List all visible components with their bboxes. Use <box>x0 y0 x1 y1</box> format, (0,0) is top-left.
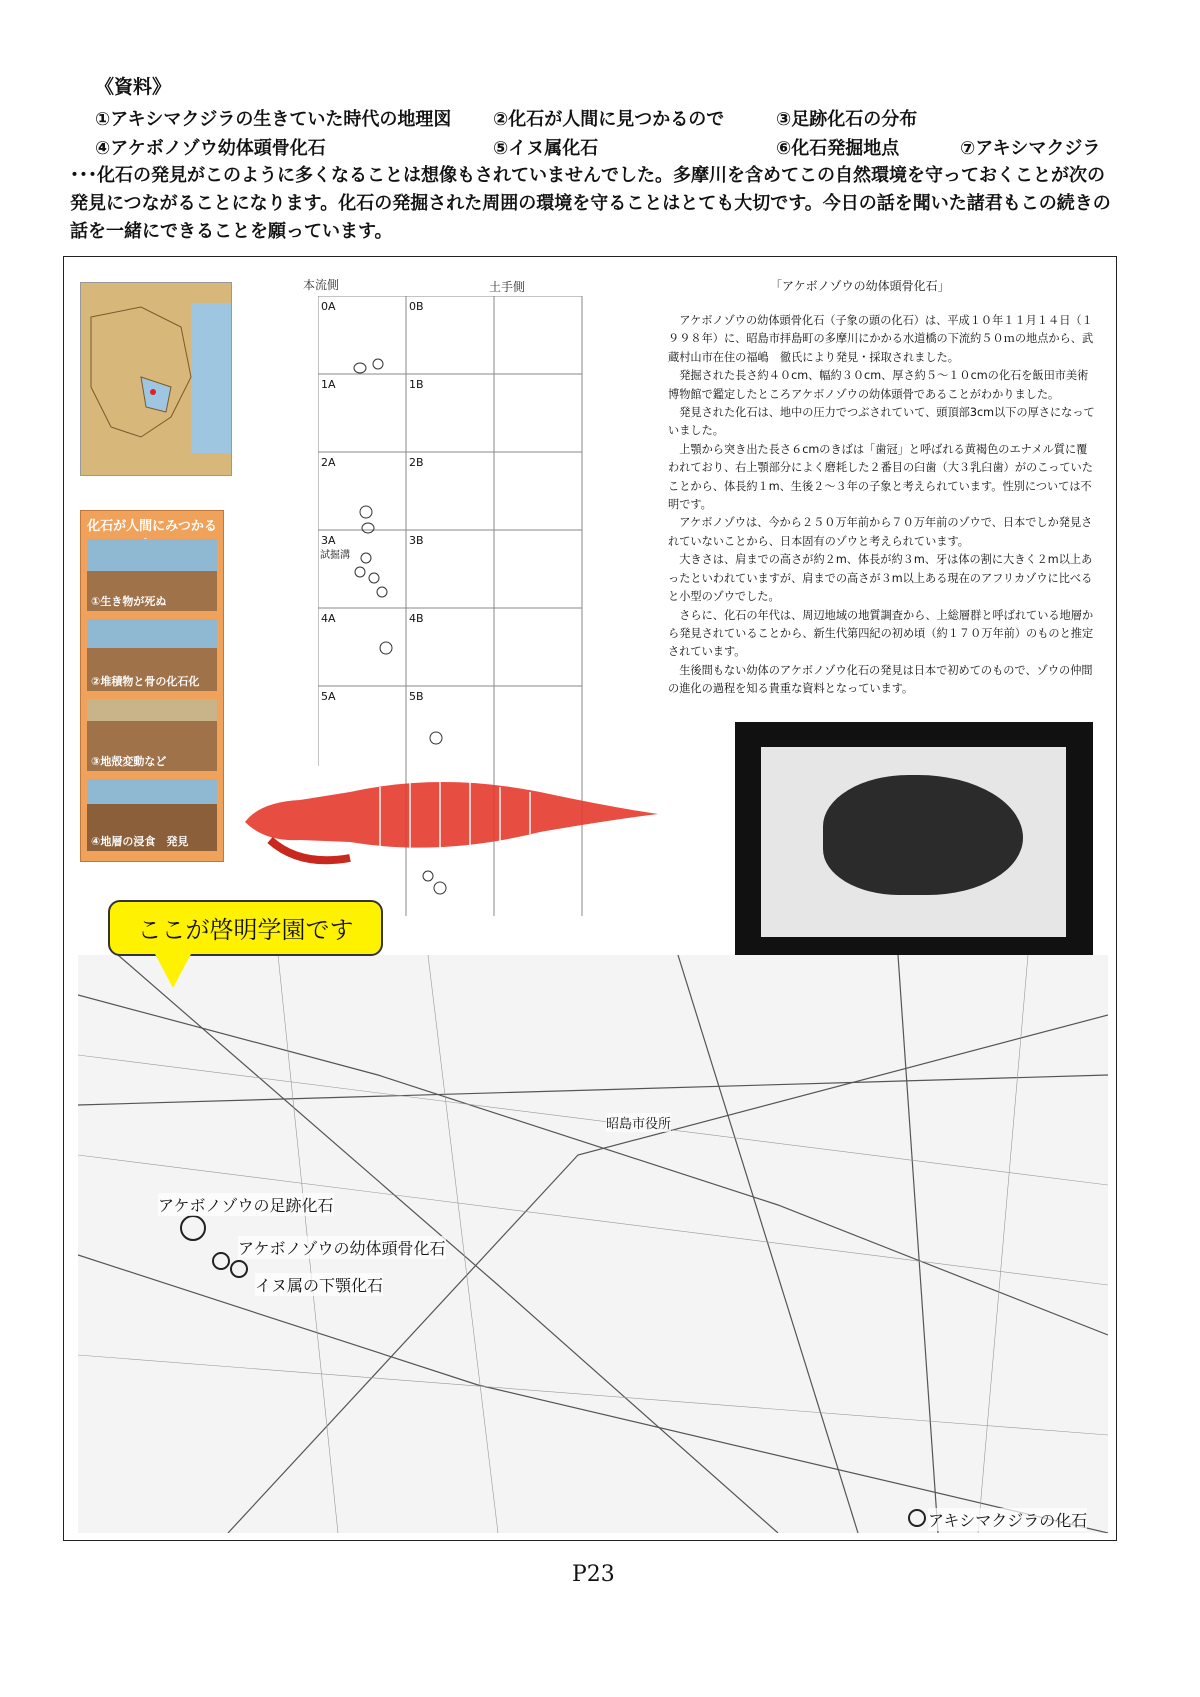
grid-cell-label: 0B <box>409 300 424 313</box>
list-item-7: ⑦アキシマクジラ <box>960 138 1101 159</box>
grid-cell-label: 5A <box>321 690 336 703</box>
street-map <box>78 955 1108 1533</box>
whale-skeleton-icon <box>240 762 660 872</box>
map-label-whale: アキシマクジラの化石 <box>928 1508 1087 1531</box>
grid-left-header: 本流側 <box>303 278 340 292</box>
list-item-1: ①アキシマクジラの生きていた時代の地理図 <box>95 109 452 130</box>
document-paragraph: さらに、化石の年代は、周辺地域の地質調査から、上総層群と呼ばれている地層から発見されていることから、新生代第四紀の初め頃（約１７０万年前）のものと推定されています。 <box>668 608 1094 659</box>
stage-label: ②堆積物と骨の化石化 <box>91 675 200 688</box>
grid-right-header: 土手側 <box>489 280 526 294</box>
grid-cell-label: 3B <box>409 534 424 547</box>
dog-marker-icon <box>230 1260 248 1278</box>
stage-label: ③地殻変動など <box>91 755 167 768</box>
document-body <box>668 312 1098 699</box>
grid-cell-label: 5B <box>409 690 424 703</box>
document-paragraph: 上顎から突き出た長さ６cmのきばは「歯冠」と呼ばれる黄褐色のエナメル質に覆われており、右上顎部分によく磨耗した２番目の臼歯（大３乳臼歯）がのこっていたことから、体長約１m、生後２～３年の子象と考えられています。性別については不明です。 <box>668 442 1093 512</box>
skull-fossil-icon <box>823 775 1023 895</box>
document-paragraph: 生後間もない幼体のアケボノゾウ化石の発見は日本で初めてのもので、ゾウの仲間の進化の過程を知る貴重な資料となっています。 <box>668 663 1093 696</box>
grid-cell-label: 3A <box>321 534 336 547</box>
whale-marker-icon <box>908 1509 926 1527</box>
map-label-skull: アケボノゾウの幼体頭骨化石 <box>238 1236 446 1259</box>
map-label-footprint: アケボノゾウの足跡化石 <box>158 1193 334 1216</box>
stage-label: ①生き物が死ぬ <box>91 595 167 608</box>
list-item-4: ④アケボノゾウ幼体頭骨化石 <box>95 138 326 159</box>
school-callout: ここが啓明学園です <box>108 900 383 956</box>
stage-label: ④地層の浸食 発見 <box>91 835 189 848</box>
page-heading: 《資料》 <box>95 76 172 98</box>
grid-cell-label: 1A <box>321 378 336 391</box>
grid-cell-label: 1B <box>409 378 424 391</box>
callout-tail <box>155 954 191 988</box>
intro-paragraph: ･･･化石の発見がこのように多くなることは想像もされていませんでした。多摩川を含めてこの自然環境を守っておくことが次の発見につながることになります。化石の発掘された周囲の環境を守ることはとても大切です。今日の話を聞いた諸君もこの続きの話を一緒にできることを願っています。 <box>70 165 1111 242</box>
stage-2 <box>87 619 217 691</box>
list-item-3: ③足跡化石の分布 <box>776 109 918 130</box>
paleo-map-image <box>80 282 232 476</box>
skull-fossil-photo <box>735 722 1093 958</box>
stage-1 <box>87 539 217 611</box>
document-title: 「アケボノゾウの幼体頭骨化石」 <box>770 279 950 293</box>
stage-4 <box>87 779 217 851</box>
coastline-icon <box>81 297 231 467</box>
page-number: P23 <box>572 1562 615 1587</box>
grid-cell-label: 4B <box>409 612 424 625</box>
stage-3 <box>87 699 217 771</box>
fossil-process-panel <box>80 510 224 862</box>
grid-cell-label: 4A <box>321 612 336 625</box>
document-paragraph: 発見された化石は、地中の圧力でつぶされていて、頭頂部3cm以下の厚さになっていました。 <box>668 406 1095 438</box>
grid-note: 試掘溝 <box>320 550 350 561</box>
grid-cell-label: 2A <box>321 456 336 469</box>
grid-cell-label: 0A <box>321 300 336 313</box>
footprint-marker-icon <box>180 1215 206 1241</box>
document-paragraph: アケボノゾウの幼体頭骨化石（子象の頭の化石）は、平成１０年１１月１４日（１９９８年）に、昭島市拝島町の多摩川にかかる水道橋の下流約５０ｍの地点から、武蔵村山市在住の福嶋 徹氏により発見・採取されました。 <box>668 314 1094 364</box>
document-paragraph: 発掘された長さ約４０cm、幅約３０cm、厚さ約５～１０cmの化石を飯田市美術博物館で鑑定したところアケボノゾウの幼体頭骨であることがわかりました。 <box>668 369 1089 401</box>
map-roads-icon <box>78 955 1108 1533</box>
list-item-6: ⑥化石発掘地点 <box>776 138 900 159</box>
grid-cell-label: 2B <box>409 456 424 469</box>
document-paragraph: 大きさは、肩までの高さが約２m、体長が約３m、牙は体の割に大きく２m以上あったといわれていますが、肩までの高さが３m以上ある現在のアフリカゾウに比べると小型のゾウでした。 <box>668 553 1093 604</box>
fossil-process-title: 化石が人間にみつかる <box>87 519 217 534</box>
map-label-city-hall: 昭島市役所 <box>606 1113 671 1132</box>
map-label-dog: イヌ属の下顎化石 <box>255 1273 383 1296</box>
list-item-5: ⑤イヌ属化石 <box>493 138 599 159</box>
list-item-2: ②化石が人間に見つかるので <box>493 109 725 130</box>
document-paragraph: アケボノゾウは、今から２５０万年前から７０万年前のゾウで、日本でしか発見されていないことから、日本固有のゾウと考えられています。 <box>668 516 1093 548</box>
skull-marker-icon <box>212 1252 230 1270</box>
